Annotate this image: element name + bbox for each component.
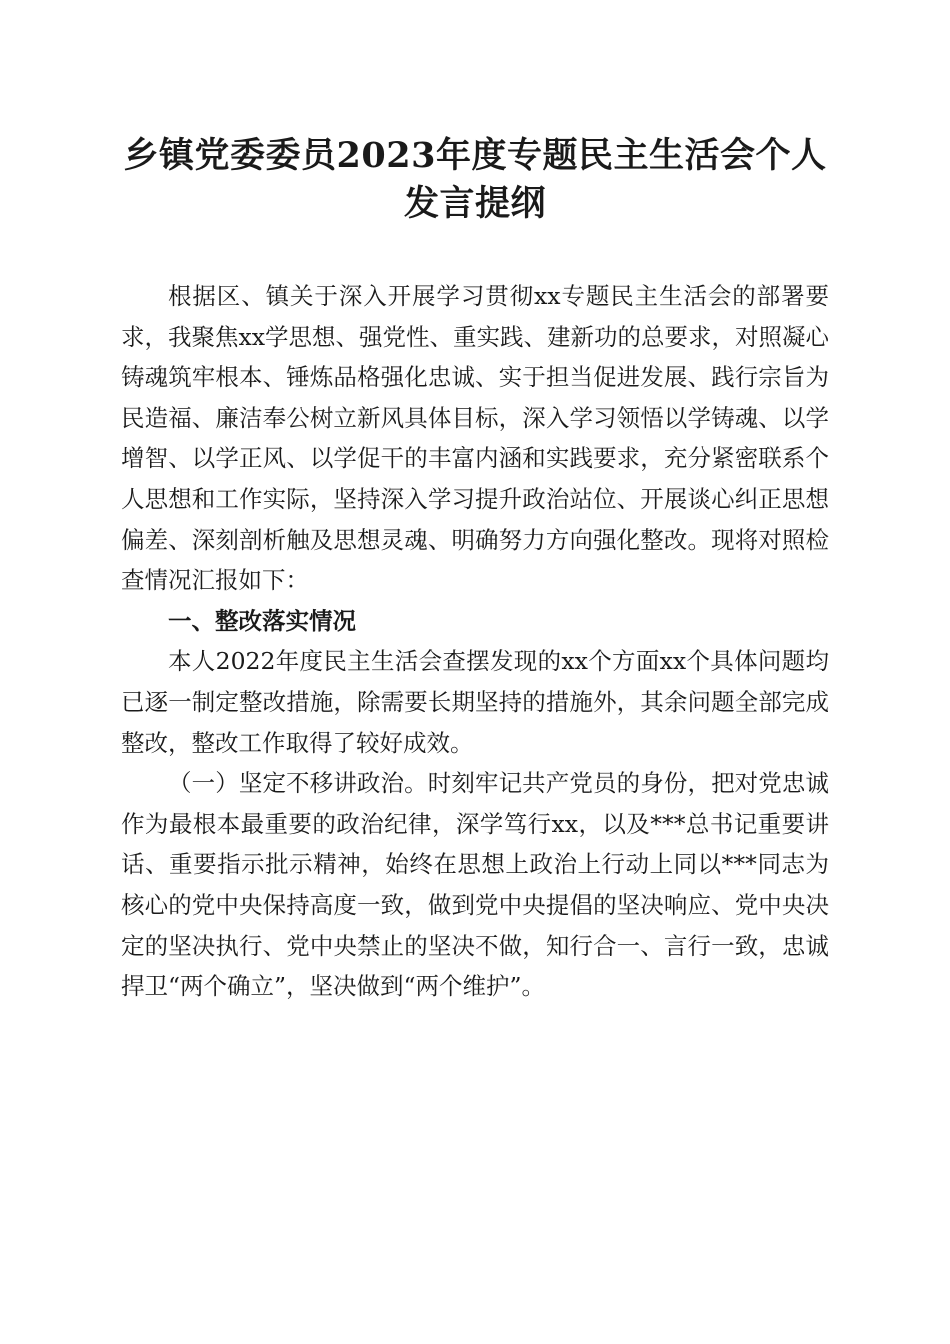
section-heading-1: 一、整改落实情况 — [168, 606, 356, 635]
intro-paragraph: 根据区、镇关于深入开展学习贯彻xx专题民主生活会的部署要求，我聚焦xx学思想、强党性、重实践、建新功的总要求，对照凝心铸魂筑牢根本、锤炼品格强化忠诚、实于担当促进发展、践行宗旨为民造福、廉洁奉公树立新风具体目标，深入学习领悟以学铸魂、以学增智、以学正风、以学促干的丰富内涵和实践要求，充分紧密联系个人思想和工作实际，坚持深入学习提升政治站位、开展谈心纠正思想偏差、深刻剖析触及思想灵魂、明确努力方向强化整改。现将对照检查情况汇报如下： — [121, 282, 830, 595]
subsection-1-text: 时刻牢记共产党员的身份，把对党忠诚作为最根本最重要的政治纪律，深学笃行xx，以及***总书记重要讲话、重要指示批示精神，始终在思想上政治上行动上同以***同志为核心的党中央保持高度一致，做到党中央提倡的坚决响应、党中央决定的坚决执行、党中央禁止的坚决不做，知行合一、言行一致，忠诚捍卫“两个确立”，坚决做到“两个维护”。 — [121, 769, 830, 1001]
document-body — [121, 276, 829, 1007]
title-line-1: 乡镇党委委员2023年度专题民主生活会个人 — [123, 135, 827, 176]
title-line-2: 发言提纲 — [403, 183, 546, 224]
subsection-1-paragraph — [121, 763, 829, 1007]
document-title — [120, 132, 830, 228]
section-1-paragraph: 本人2022年度民主生活会查摆发现的xx个方面xx个具体问题均已逐一制定整改措施，除需要长期坚持的措施外，其余问题全部完成整改，整改工作取得了较好成效。 — [121, 647, 829, 757]
subsection-heading-1: （一）坚定不移讲政治。 — [168, 769, 428, 798]
